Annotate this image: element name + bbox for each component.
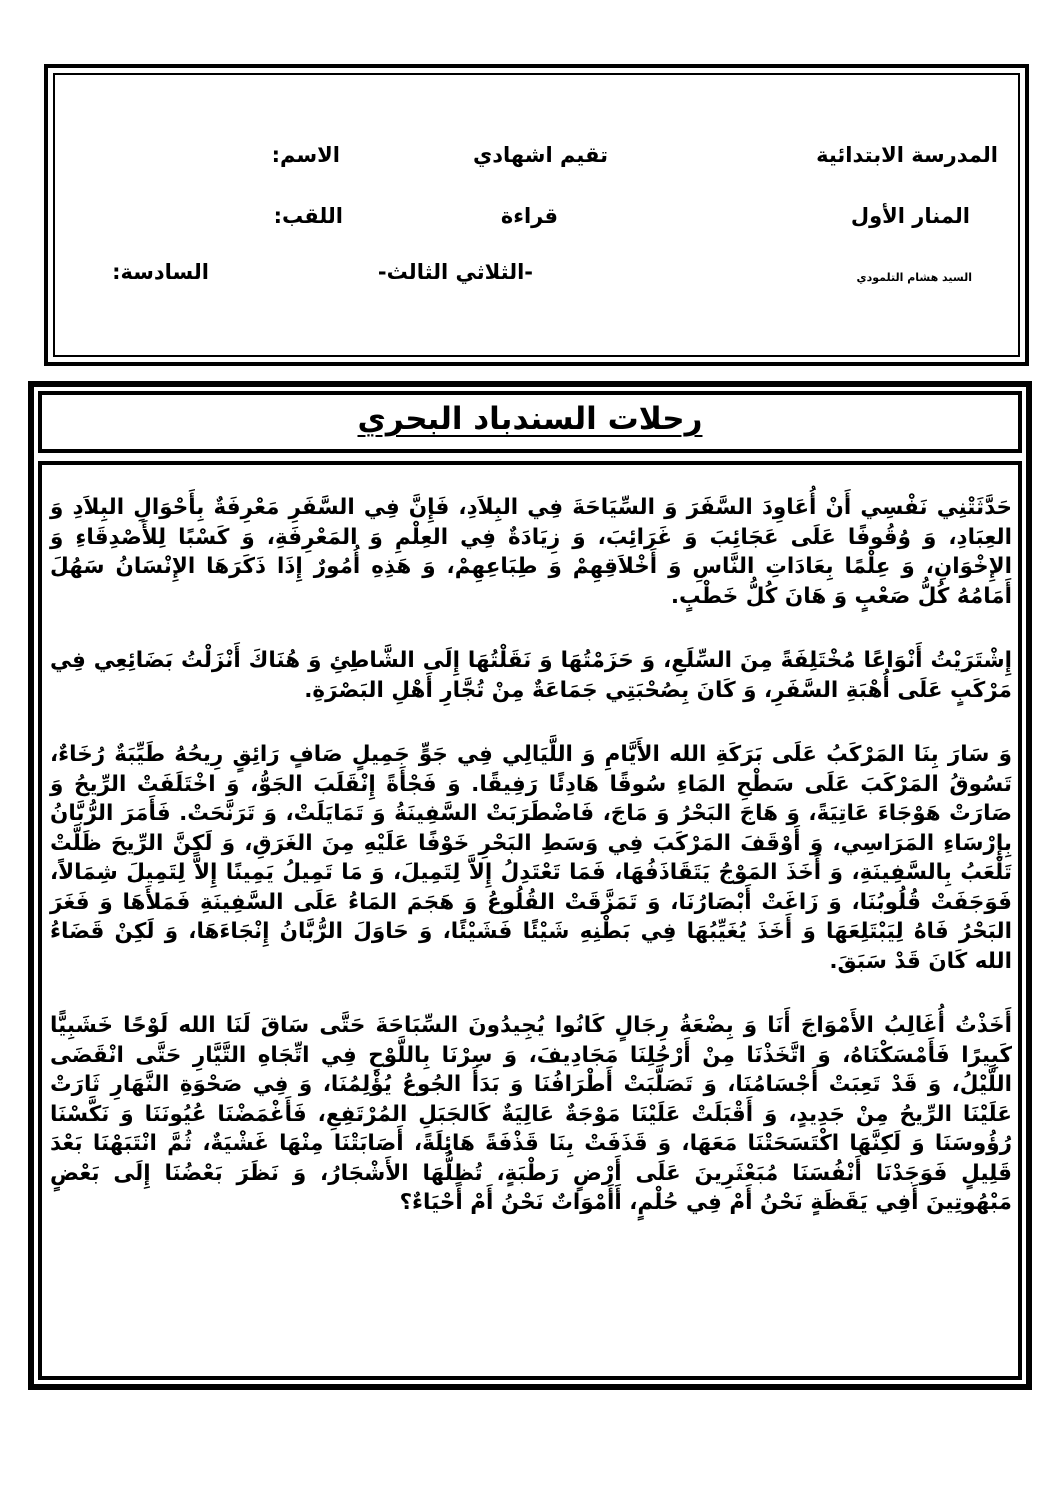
teacher-name: السيد هشام التلمودي	[856, 271, 972, 284]
header-frame	[44, 64, 1029, 366]
paragraph-3: وَ سَارَ بِنَا المَرْكَبُ عَلَى بَرَكَةِ الله الأَيَّامِ وَ اللَّيَالِي فِي جَوٍّ جَمِيلٍ صَافٍ رَائِقٍ رِيحُهُ طَيِّبَةٌ رُخَاءٌ، تَسُوقُ المَرْكَبَ عَلَى سَطْحِ المَاءِ سُوقًا هَادِئًا رَفِيقًا. وَ فَجْأَةً إِنْقَلَبَ الجَوُّ، وَ اخْتَلَفَتْ الرِّيحُ وَ صَارَتْ هَوْجَاءَ عَاتِيَةً، وَ هَاجَ البَحْرُ وَ مَاجَ، فَاضْطَرَبَتْ السَّفِينَةُ وَ تَمَايَلَتْ، وَ تَرَنَّحَتْ. فَأَمَرَ الرُّبَّانُ بِإِرْسَاءِ المَرَاسِي، وَ أَوْقَفَ المَرْكَبَ فِي وَسَطِ البَحْرِ خَوْفًا عَلَيْهِ مِنَ الغَرَقِ، وَ لَكِنَّ الرِّيحَ ظَلَّتْ تَلْعَبُ بِالسَّفِينَةِ، وَ أَخَذَ المَوْجُ يَتَقَاذَفُهَا، فَمَا تَعْتَدِلُ إِلاَّ لِتَمِيلَ، وَ مَا تَمِيلُ يَمِينًا إِلاَّ لِتَمِيلَ شِمَالاً، فَوَجَفَتْ قُلُوبُنَا، وَ زَاغَتْ أَبْصَارُنَا، وَ تَمَزَّقَتْ القُلُوعُ وَ هَجَمَ المَاءُ عَلَى السَّفِينَةِ فَمَلأَهَا وَ فَغَرَ البَحْرُ فَاهُ لِيَبْتَلِعَهَا وَ أَخَذَ يُغَيِّبُهَا فِي بَطْنِهِ شَيْئًا فَشَيْئًا، وَ حَاوَلَ الرُّبَّانُ إِنْجَاءَهَا، وَ لَكِنْ قَضَاءُ الله كَانَ قَدْ سَبَقَ.	[50, 742, 1012, 974]
page-title: رحلات السندباد البحري	[357, 401, 703, 437]
surname-label: اللقب:	[273, 204, 343, 228]
header-inner-frame	[53, 73, 1020, 357]
paragraph-1: حَدَّثَتْنِي نَفْسِي أَنْ أُعَاوِدَ السَّفَرَ وَ السِّيَاحَةَ فِي البِلاَدِ، فَإِنَّ فِي السَّفَرِ مَعْرِفَةٌ بِأَحْوَالِ البِلاَدِ وَ العِبَادِ، وَ وُقُوفًا عَلَى عَجَائِبَ وَ غَرَائِبَ، وَ زِيَادَةٌ فِي العِلْمِ وَ المَعْرِفَةِ، وَ كَسْبًا لِلأَصْدِقَاءِ وَ الإِخْوَانِ، وَ عِلْمًا بِعَادَاتِ النَّاسِ وَ أَخْلاَقِهِمْ وَ طِبَاعِهِمْ، وَ هَذِهِ أُمُورٌ إِذَا ذَكَرَهَا الإِنْسَانُ سَهُلَ أَمَامُهُ كُلُّ صَعْبٍ وَ هَانَ كُلُّ خَطْبٍ.	[50, 495, 1012, 609]
school-name: المنار الأول	[850, 204, 970, 228]
paragraph-2: إِشْتَرَيْتُ أَنْوَاعًا مُخْتَلِفَةً مِنَ السِّلَعِ، وَ حَزَمْتُهَا وَ نَقَلْتُهَا إِلَى الشَّاطِئِ وَ هُنَاكَ أَنْزَلْتُ بَضَائِعِي فِي مَرْكَبٍ عَلَى أُهْبَةِ السَّفَرِ، وَ كَانَ بِصُحْبَتِي جَمَاعَةٌ مِنْ تُجَّارِ أَهْلِ البَصْرَةِ.	[50, 648, 1012, 703]
name-label: الاسم:	[271, 143, 340, 167]
school-label: المدرسة الابتدائية	[816, 143, 998, 167]
paragraph-4: أَخَذْتُ أُغَالِبُ الأَمْوَاجَ أَنَا وَ بِضْعَةُ رِجَالٍ كَانُوا يُجِيدُونَ السِّبَاحَةَ حَتَّى سَاقَ لَنَا الله لَوْحًا خَشَبِيًّا كَبِيرًا فَأَمْسَكْنَاهُ، وَ اتَّخَذْنَا مِنْ أَرْجُلِنَا مَجَادِيفَ، وَ سِرْنَا بِاللَّوْحِ فِي اتِّجَاهِ التَّيَّارِ حَتَّى انْقَضَى اللَّيْلُ، وَ قَدْ تَعِبَتْ أَجْسَامُنَا، وَ تَصَلَّبَتْ أَطْرَافُنَا وَ بَدَأَ الجُوعُ يُؤْلِمُنَا، وَ فِي صَحْوَةِ النَّهَارِ ثَارَتْ عَلَيْنَا الرِّيحُ مِنْ جَدِيدٍ، وَ أَقْبَلَتْ عَلَيْنَا مَوْجَةٌ عَالِيَةٌ كَالجَبَلِ المُرْتَفِعِ، فَأَغْمَضْنَا عُيُونَنَا وَ نَكَّسْنَا رُؤُوسَنَا وَ لَكِنَّهَا اكْتَسَحَتْنَا مَعَهَا، وَ قَذَفَتْ بِنَا قَذْفَةً هَائِلَةً، أَصَابَتْنَا مِنْهَا غَشْيَةٌ، ثُمَّ انْتَبَهْنَا بَعْدَ قَلِيلٍ فَوَجَدْنَا أَنْفُسَنَا مُبَعْثَرِينَ عَلَى أَرْضٍ رَطْبَةٍ، تُظِلُّهَا الأَشْجَارُ، وَ نَظَرَ بَعْضُنَا إِلَى بَعْضٍ مَبْهُوتِينَ أَفِي يَقَظَةٍ نَحْنُ أَمْ فِي حُلْمٍ، أَأَمْوَاتٌ نَحْنُ أَمْ أَحْيَاءٌ؟	[50, 1013, 1012, 1215]
grade-label: السادسة:	[112, 260, 209, 284]
exam-type: تقيم اشهادي	[473, 143, 608, 167]
text-frame	[28, 381, 1032, 1390]
term: -الثلاثي الثالث-	[377, 260, 533, 284]
title-box	[38, 391, 1022, 453]
reading-text	[38, 461, 1022, 1380]
subject: قراءة	[500, 204, 558, 228]
